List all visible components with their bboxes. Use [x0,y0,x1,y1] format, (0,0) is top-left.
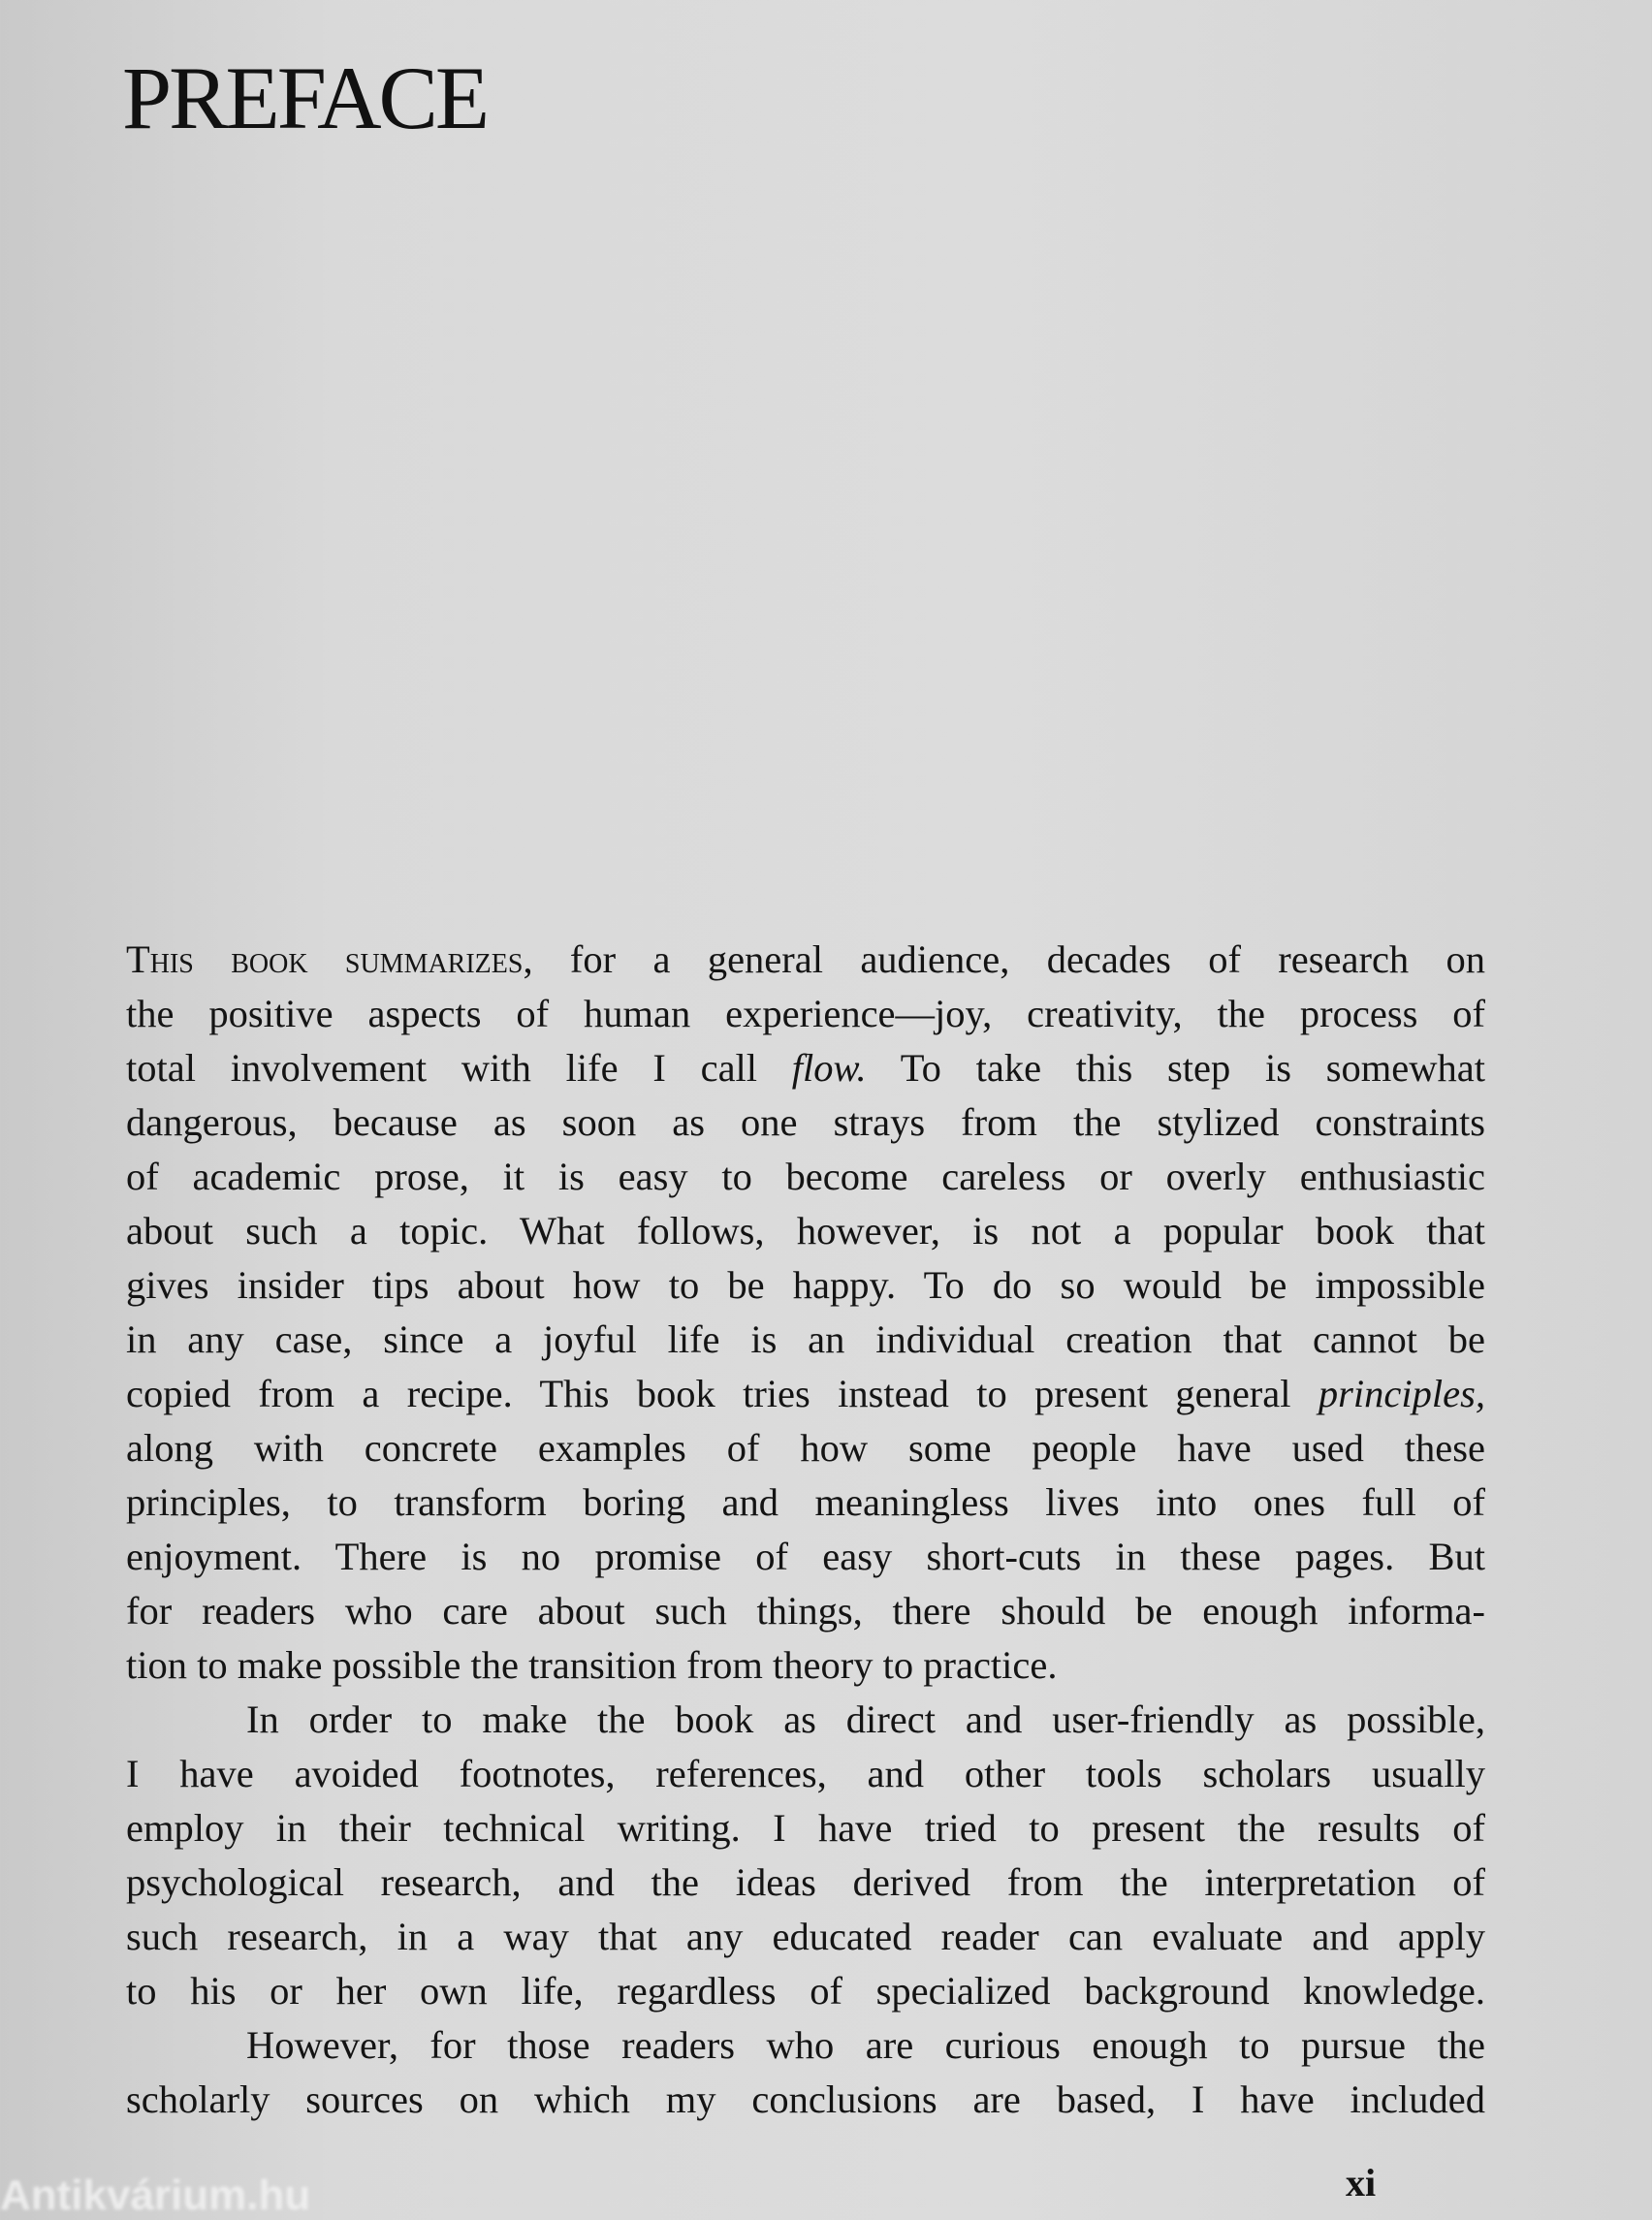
page-title: PREFACE [122,48,488,147]
text-line: I have avoided footnotes, references, and other tools scholars usually [126,1752,1485,1795]
text-line: in any case, since a joyful life is an individual creation that cannot be [126,1317,1485,1361]
small-caps-lead: This book summarizes [126,937,524,981]
text-line [126,1367,1485,1421]
text-line: gives insider tips about how to be happy. To do so would be impossible [126,1263,1485,1307]
italic-flow: flow. [791,1046,867,1090]
text-line: psychological research, and the ideas derived from the interpretation of [126,1860,1485,1904]
italic-principles: principles, [1318,1372,1485,1415]
text-line: about such a topic. What follows, however, is not a popular book that [126,1209,1485,1253]
text-line: scholarly sources on which my conclusions are based, I have included [126,2077,1485,2121]
text-line: enjoyment. There is no promise of easy short-cuts in these pages. But [126,1535,1485,1578]
text-line: tion to make possible the transition from theory to practice. [126,1643,1058,1687]
text-line: such research, in a way that any educated reader can evaluate and apply [126,1915,1485,1958]
page-number: xi [1346,2161,1377,2204]
text-line: principles, to transform boring and meaningless lives into ones full of [126,1480,1485,1524]
text-line: the positive aspects of human experience—joy, creativity, the process of [126,992,1485,1035]
text-line [126,933,1485,987]
text-line: to his or her own life, regardless of specialized background knowledge. [126,1969,1485,2013]
text: copied from a recipe. This book tries instead to present general [126,1372,1318,1415]
text-line: of academic prose, it is easy to become careless or overly enthusiastic [126,1155,1485,1198]
text-line: In order to make the book as direct and user-friendly as possible, [246,1697,1485,1741]
preface-body [126,933,1485,2127]
text: , for a general audience, decades of research on [523,937,1486,981]
watermark: Antikvárium.hu [0,2172,311,2219]
text-line: along with concrete examples of how some people have used these [126,1426,1485,1470]
text-line: for readers who care about such things, there should be enough informa- [126,1589,1485,1633]
text-line: dangerous, because as soon as one strays from the stylized constraints [126,1100,1485,1144]
text-line: employ in their technical writing. I have tried to present the results of [126,1806,1485,1850]
text: To take this step is somewhat [866,1046,1485,1090]
text-line [126,1041,1485,1095]
text-line: However, for those readers who are curious enough to pursue the [246,2023,1485,2067]
text: total involvement with life I call [126,1046,792,1090]
